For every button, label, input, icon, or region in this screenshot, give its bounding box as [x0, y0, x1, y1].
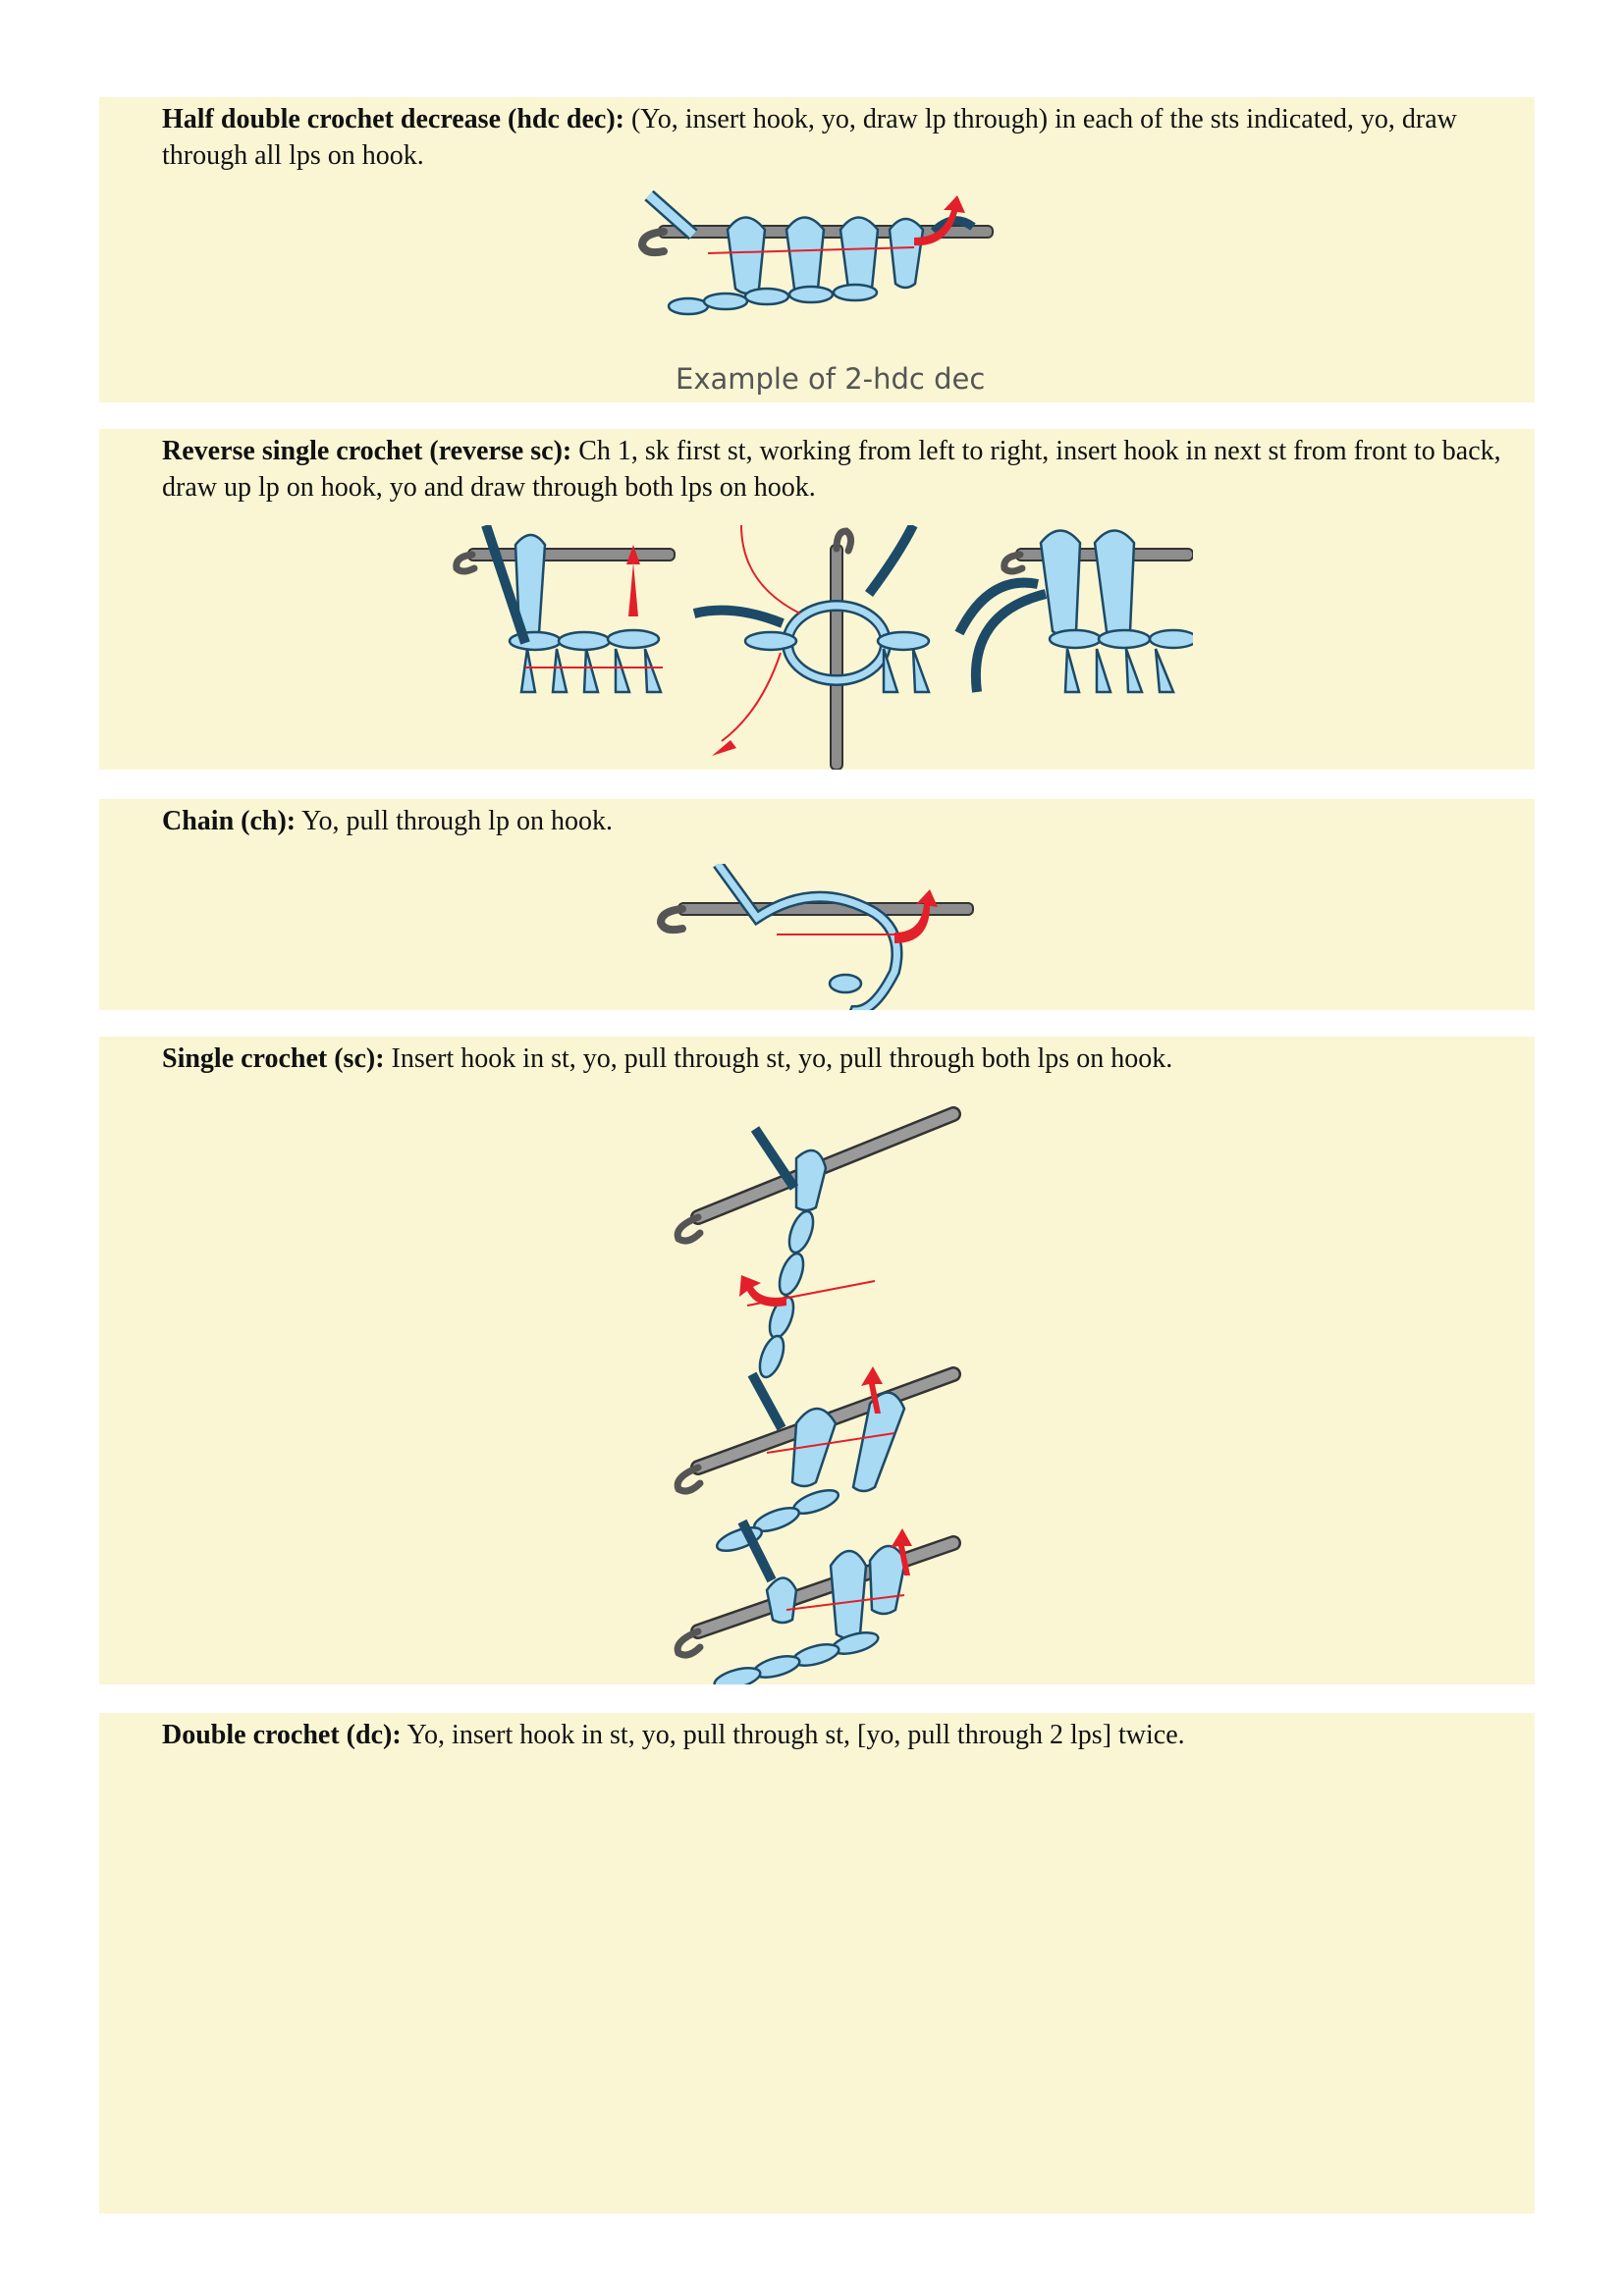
- hdc-dec-caption: Example of 2-hdc dec: [676, 362, 986, 396]
- hdc-dec-diagram-icon: [620, 190, 1032, 328]
- dc-term: Double crochet (dc):: [162, 1720, 402, 1750]
- dc-text: Yo, insert hook in st, yo, pull through st, [yo, pull through 2 lps] twice.: [401, 1720, 1185, 1750]
- sc-term: Single crochet (sc):: [162, 1043, 385, 1074]
- chain-panel: [99, 799, 1535, 1010]
- dc-description: [162, 1717, 1515, 1753]
- sc-step-2: [677, 1366, 953, 1556]
- reverse-sc-step-2: [694, 525, 929, 770]
- sc-panel: [99, 1037, 1535, 1684]
- hdc-dec-panel: [99, 97, 1535, 402]
- hdc-dec-text: (Yo, insert hook, yo, draw lp through) in each of the sts indicated, yo, draw through all lps on hook.: [162, 104, 1457, 171]
- reverse-sc-step-1: [457, 525, 675, 692]
- chain-text: Yo, pull through lp on hook.: [296, 806, 613, 836]
- chain-description: [162, 803, 1515, 839]
- reverse-sc-description: [162, 433, 1515, 506]
- chain-term: Chain (ch):: [162, 806, 297, 836]
- reverse-sc-step-3: [959, 531, 1193, 693]
- sc-diagram-icon: [669, 1099, 963, 1684]
- reverse-sc-diagram-icon: [447, 525, 1193, 770]
- dc-panel: [99, 1713, 1535, 2214]
- sc-step-1: [677, 1114, 953, 1380]
- chain-diagram-icon: [649, 864, 983, 1010]
- hdc-dec-description: [162, 101, 1515, 174]
- sc-description: [162, 1041, 1515, 1077]
- hdc-dec-term: Half double crochet decrease (hdc dec):: [162, 104, 624, 134]
- reverse-sc-term: Reverse single crochet (reverse sc):: [162, 436, 572, 466]
- reverse-sc-text: Ch 1, sk first st, working from left to right, insert hook in next st from front to back, draw up lp on hook, yo and draw through both lps on hook.: [162, 436, 1501, 503]
- reverse-sc-panel: [99, 429, 1535, 770]
- sc-text: Insert hook in st, yo, pull through st, yo, pull through both lps on hook.: [384, 1043, 1173, 1074]
